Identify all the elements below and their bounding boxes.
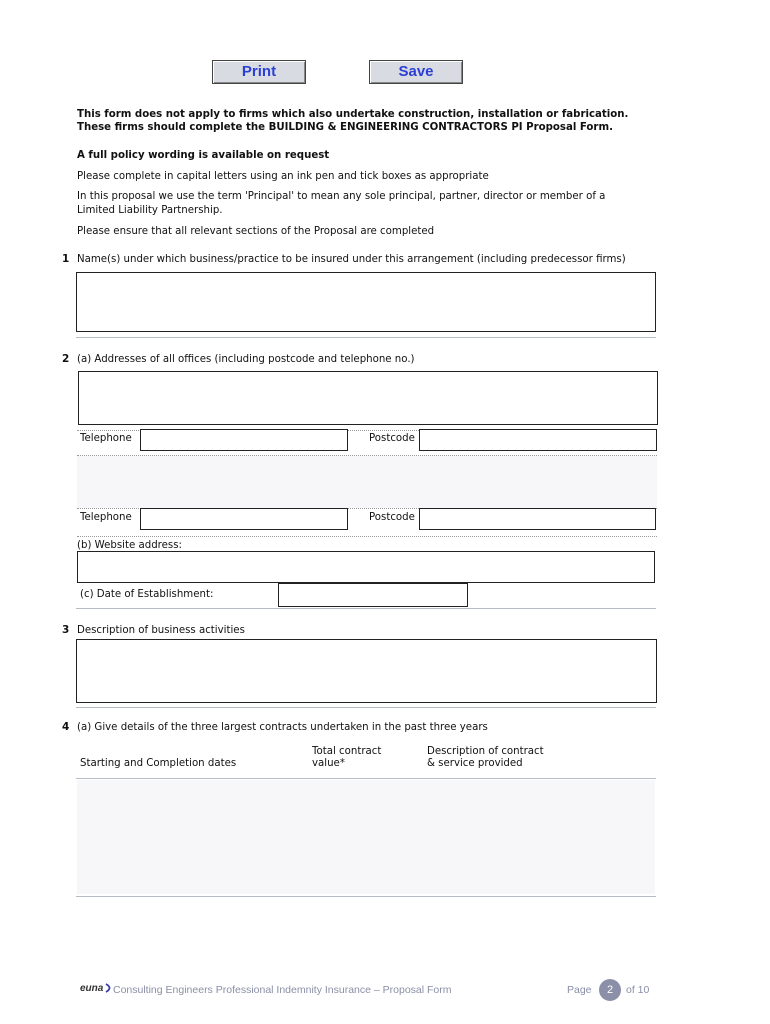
business-names-field[interactable]	[76, 272, 656, 332]
principal-definition-line-2: Limited Liability Partnership.	[77, 205, 223, 216]
page-total: of 10	[626, 984, 650, 996]
current-page-indicator: 2	[599, 979, 621, 1001]
warning-line-1: This form does not apply to firms which also undertake construction, installation or fabrication.	[77, 109, 629, 120]
telephone-label-1: Telephone	[80, 433, 132, 444]
instructions-text: Please complete in capital letters using an ink pen and tick boxes as appropriate	[77, 171, 489, 182]
question-1-label: Name(s) under which business/practice to be insured under this arrangement (including predecessor firms)	[77, 254, 626, 265]
office-address-1-field[interactable]	[78, 371, 658, 425]
save-button[interactable]: Save	[369, 60, 463, 84]
euna-logo: euna	[80, 983, 114, 994]
question-1-number: 1	[62, 253, 70, 265]
question-2a-label: (a) Addresses of all offices (including postcode and telephone no.)	[77, 354, 415, 365]
ensure-text: Please ensure that all relevant sections of the Proposal are completed	[77, 226, 435, 237]
contracts-details-field[interactable]	[77, 780, 655, 894]
question-2c-label: (c) Date of Establishment:	[80, 589, 214, 600]
business-activities-field[interactable]	[76, 639, 657, 703]
postcode-2-input[interactable]	[419, 508, 656, 530]
question-3-label: Description of business activities	[77, 625, 245, 636]
section-divider	[76, 707, 656, 708]
telephone-label-2: Telephone	[80, 512, 132, 523]
page-label: Page	[567, 984, 592, 996]
postcode-1-input[interactable]	[419, 429, 657, 451]
telephone-1-input[interactable]	[140, 429, 348, 451]
policy-note: A full policy wording is available on request	[77, 150, 330, 161]
column-header-dates: Starting and Completion dates	[80, 758, 237, 769]
footer-title: Consulting Engineers Professional Indemnity Insurance – Proposal Form	[113, 984, 452, 996]
column-header-value-line-1: Total contract	[312, 746, 382, 757]
postcode-label-1: Postcode	[369, 433, 415, 444]
question-4a-label: (a) Give details of the three largest contracts undertaken in the past three years	[77, 722, 488, 733]
column-header-description-line-1: Description of contract	[427, 746, 544, 757]
question-2b-label: (b) Website address:	[77, 540, 182, 551]
date-of-establishment-input[interactable]	[278, 583, 468, 607]
section-divider	[76, 896, 656, 897]
website-address-field[interactable]	[77, 551, 655, 583]
postcode-label-2: Postcode	[369, 512, 415, 523]
warning-line-2: These firms should complete the BUILDING & ENGINEERING CONTRACTORS PI Proposal Form.	[77, 122, 613, 133]
question-2-number: 2	[62, 353, 70, 365]
table-header-divider	[76, 778, 656, 779]
print-button[interactable]: Print	[212, 60, 306, 84]
row-divider	[77, 536, 657, 537]
telephone-2-input[interactable]	[140, 508, 348, 530]
principal-definition-line-1: In this proposal we use the term 'Principal' to mean any sole principal, partner, director or member of a	[77, 191, 606, 202]
section-divider	[76, 608, 656, 609]
column-header-value-line-2: value*	[312, 758, 345, 769]
section-divider	[76, 337, 656, 338]
office-address-2-field[interactable]	[77, 456, 657, 508]
question-4-number: 4	[62, 721, 70, 733]
column-header-description-line-2: & service provided	[427, 758, 523, 769]
question-3-number: 3	[62, 624, 70, 636]
